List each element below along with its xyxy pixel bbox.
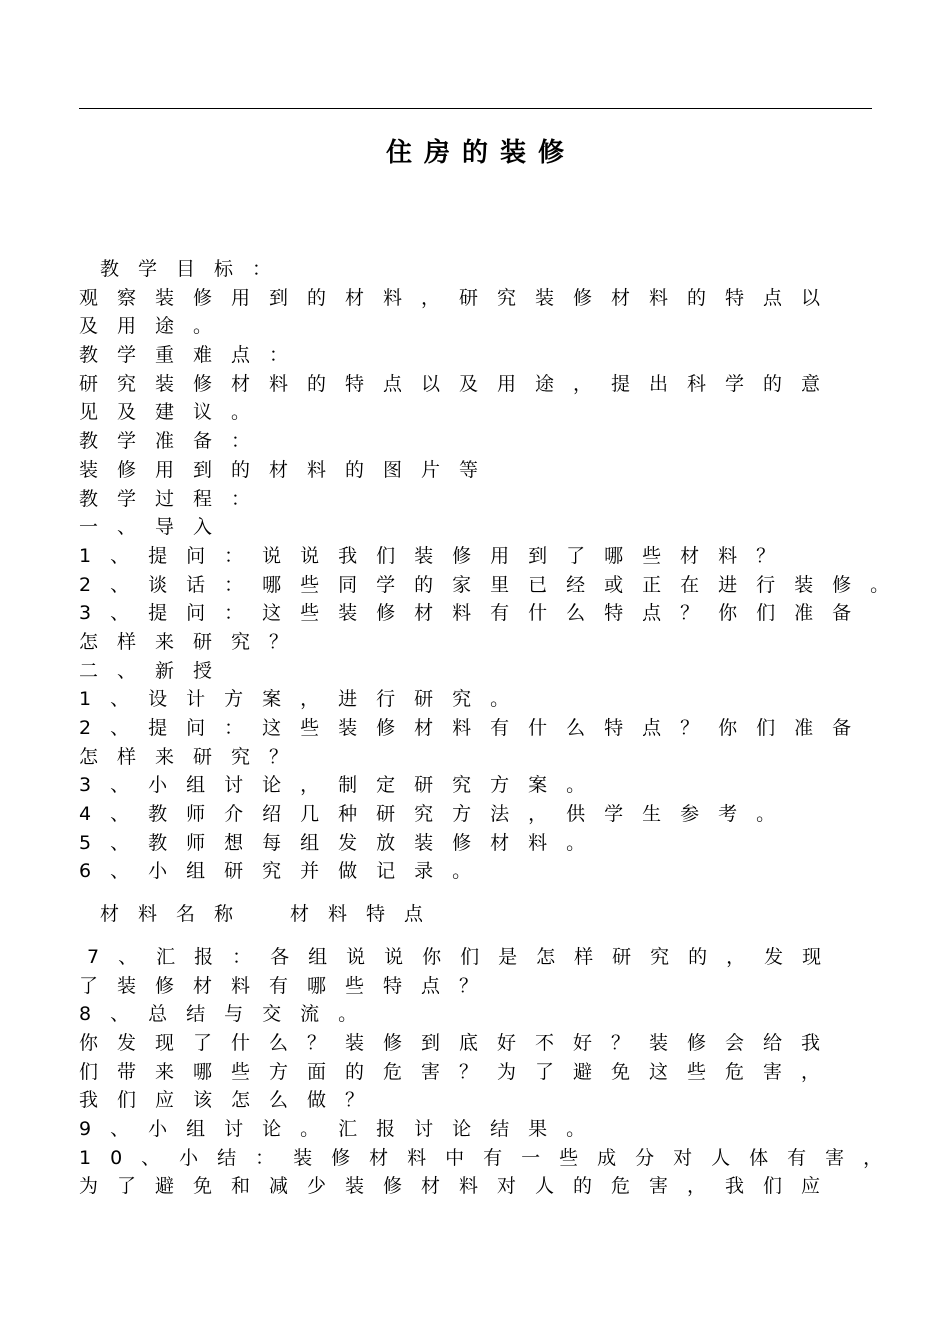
list-item: 8、总结与交流。 <box>79 1003 377 1026</box>
body-line: 见及建议。 <box>79 401 270 424</box>
list-item: 1、提问：说说我们装修用到了哪些材料？ <box>79 544 795 567</box>
body-line: 了装修材料有哪些特点？ <box>79 974 498 997</box>
body-line: 怎样来研究？ <box>79 630 308 653</box>
list-item: 10、小结：装修材料中有一些成分对人体有害， <box>79 1146 902 1169</box>
body-line: 为了避免和减少装修材料对人的危害，我们应 <box>79 1175 840 1198</box>
list-item: 1、设计方案，进行研究。 <box>79 688 529 711</box>
list-item: 9、小组讨论。汇报讨论结果。 <box>79 1117 605 1140</box>
body-line: 你发现了什么？装修到底好不好？装修会给我 <box>79 1031 840 1054</box>
subsection-heading-intro: 一、导入 <box>79 516 232 539</box>
list-item: 5、教师想每组发放装修材料。 <box>79 831 605 854</box>
list-item: 4、教师介绍几种研究方法，供学生参考。 <box>79 803 795 826</box>
body-line: 观察装修用到的材料，研究装修材料的特点以 <box>79 286 840 309</box>
body-line: 我们应该怎么做？ <box>79 1089 384 1112</box>
list-item: 6、小组研究并做记录。 <box>79 860 491 883</box>
document-body <box>79 255 909 1201</box>
subsection-heading-new-lesson: 二、新授 <box>79 659 232 682</box>
body-line: 们带来哪些方面的危害？为了避免这些危害， <box>79 1060 840 1083</box>
body-line: 装修用到的材料的图片等 <box>79 458 498 481</box>
list-item: 2、谈话：哪些同学的家里已经或正在进行装修。 <box>79 573 909 596</box>
section-heading-preparation: 教学准备： <box>79 430 270 453</box>
table-header-labels: 材料名称 材料特点 <box>100 903 443 926</box>
list-item: 3、提问：这些装修材料有什么特点？你们准备 <box>79 602 871 625</box>
list-item: 2、提问：这些装修材料有什么特点？你们准备 <box>79 717 871 739</box>
body-line: 及用途。 <box>79 315 232 338</box>
list-item: 3、小组讨论，制定研究方案。 <box>79 774 605 797</box>
section-heading-key-points: 教学重难点： <box>79 344 308 367</box>
list-item: 7、汇报：各组说说你们是怎样研究的，发现 <box>87 945 841 968</box>
section-heading-process: 教学过程： <box>79 487 270 510</box>
body-line: 研究装修材料的特点以及用途，提出科学的意 <box>79 372 840 395</box>
header-rule <box>79 108 872 109</box>
page-title: 住房的装修 <box>385 138 576 168</box>
body-line: 怎样来研究？ <box>79 745 308 768</box>
section-heading-objectives: 教学目标： <box>100 258 291 280</box>
